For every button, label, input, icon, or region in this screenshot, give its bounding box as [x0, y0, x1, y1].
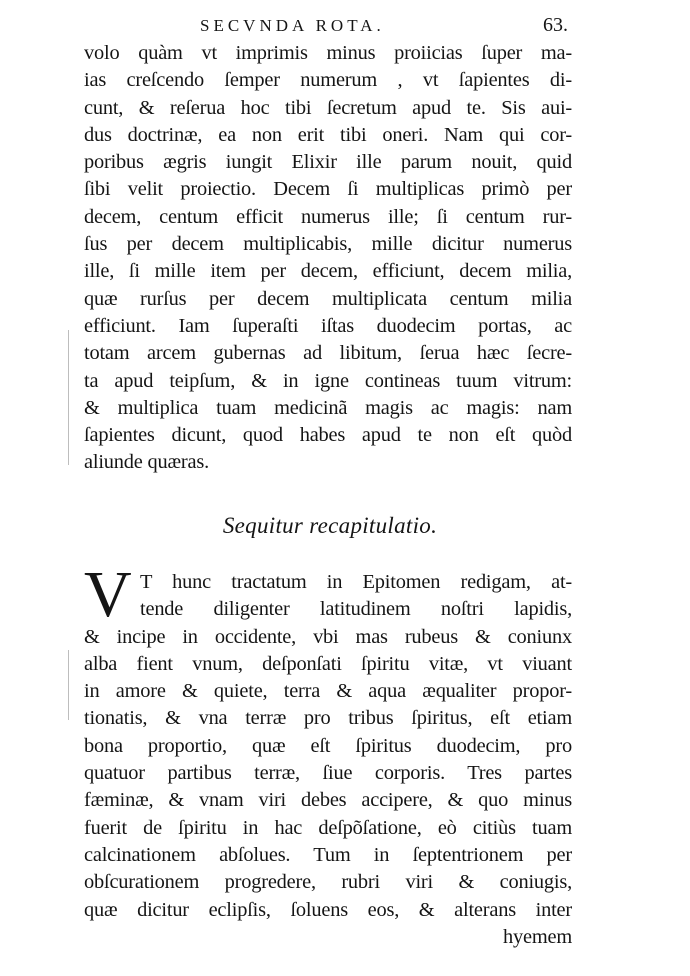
- text-line: in amore & quiete, terra & aqua æqualiter propor-: [84, 680, 572, 703]
- text-line: alba fient vnum, deſponſati ſpiritu vitæ, vt viuant: [84, 652, 572, 675]
- text-line: ille, ſi mille item per decem, efficiunt, decem milia,: [84, 260, 572, 283]
- text-line: obſcurationem progredere, rubri viri & coniugis,: [84, 871, 572, 894]
- text-line: ſus per decem multiplicabis, mille dicitur numerus: [84, 233, 572, 256]
- page-number: 63.: [543, 14, 568, 36]
- text-line: tionatis, & vna terræ pro tribus ſpiritus, eſt etiam: [84, 707, 572, 730]
- catchword: hyemem: [502, 925, 572, 948]
- text-line: decem, centum efficit numerus ille; ſi centum rur-: [84, 205, 572, 228]
- paragraph-2: [84, 558, 572, 951]
- text-line: calcinationem abſolues. Tum in ſeptentrionem per: [84, 843, 572, 866]
- text-line: ias creſcendo ſemper numerum , vt ſapientes di-: [84, 69, 572, 92]
- text-line: totam arcem gubernas ad libitum, ſerua hæc ſecre-: [84, 342, 572, 365]
- text-line: ſapientes dicunt, quod habes apud te non eſt quòd: [84, 424, 572, 447]
- margin-rule: [68, 650, 69, 720]
- paragraph-1: [84, 40, 572, 477]
- text-line: quatuor partibus terræ, ſiue corporis. Tres partes: [84, 762, 572, 785]
- text-line: quæ rurſus per decem multiplicata centum milia: [84, 287, 572, 310]
- text-line: & incipe in occidente, vbi mas rubeus & coniunx: [84, 625, 572, 648]
- text-line: T hunc tractatum in Epitomen redigam, at-: [140, 571, 572, 593]
- text-line: & multiplica tuam medicinã magis ac magis: nam: [84, 396, 572, 419]
- text-line: tende diligenter latitudinem noſtri lapidis,: [140, 598, 572, 621]
- text-line: fæminæ, & vnam viri debes accipere, & quo minus: [84, 789, 572, 812]
- drop-capital: V: [84, 558, 132, 631]
- text-line: dus doctrinæ, ea non erit tibi oneri. Nam qui cor-: [84, 123, 572, 146]
- text-line: aliunde quæras.: [84, 451, 209, 474]
- text-line: fuerit de ſpiritu in hac deſpõſatione, eò citiùs tuam: [84, 816, 572, 839]
- margin-rule: [68, 330, 69, 465]
- text-line: ta apud teipſum, & in igne contineas tuum vitrum:: [84, 369, 572, 392]
- text-line: ſibi velit proiectio. Decem ſi multiplicas primò per: [84, 178, 572, 201]
- running-head: SECVNDA ROTA.: [200, 16, 385, 35]
- text-line: quæ dicitur eclipſis, ſoluens eos, & alterans inter: [84, 898, 572, 921]
- text-line: volo quàm vt imprimis minus proiicias ſuper ma-: [84, 42, 572, 64]
- text-line: cunt, & reſerua hoc tibi ſecretum apud te. Sis aui-: [84, 96, 572, 119]
- text-line: bona proportio, quæ eſt ſpiritus duodecim, pro: [84, 734, 572, 757]
- text-line: efficiunt. Iam ſuperaſti iſtas duodecim portas, ac: [84, 314, 572, 337]
- text-line: poribus ægris iungit Elixir ille parum nouit, quid: [84, 151, 572, 174]
- section-heading: Sequitur recapitulatio.: [222, 513, 438, 538]
